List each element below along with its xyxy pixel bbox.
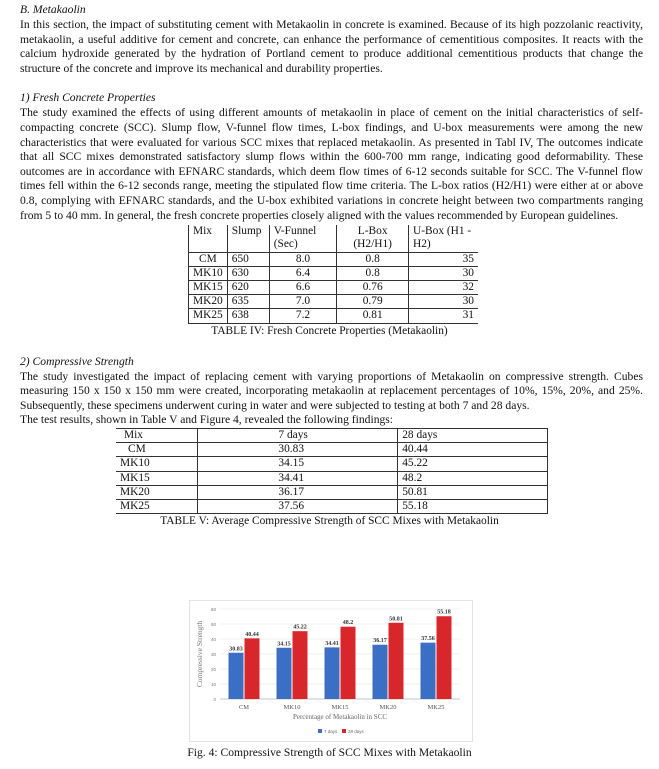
- table-row: [116, 485, 548, 499]
- x-tick-label: MK15: [331, 704, 349, 711]
- data-label: 40.44: [245, 631, 259, 638]
- table-5-cell: 37.56: [198, 499, 398, 513]
- table-4-cell: 620: [227, 280, 269, 294]
- x-axis-label: Percentage of Metakaolin in SCC: [292, 713, 388, 721]
- table-5-cell: 48.2: [398, 471, 548, 485]
- bar-7-days: [373, 645, 388, 699]
- section-b-heading: B. Metakaolin: [20, 3, 86, 16]
- data-label: 34.41: [325, 640, 339, 647]
- data-label: 50.81: [389, 616, 403, 623]
- table-4-cell: CM: [189, 252, 228, 266]
- y-tick-label: 20: [210, 667, 216, 672]
- figure-4-caption: Fig. 4: Compressive Strength of SCC Mixes with Metakaolin: [187, 746, 472, 759]
- subsection-1-heading: 1) Fresh Concrete Properties: [20, 91, 156, 105]
- table-4-header: Mix: [189, 225, 228, 238]
- table-4-cell: 7.2: [269, 309, 337, 323]
- table-5-cell: MK20: [116, 485, 198, 499]
- table-5-header: 7 days: [198, 428, 398, 442]
- table-5-cell: 30.83: [198, 443, 398, 457]
- subsection-2-body: The study investigated the impact of replacing cement with varying proportions of Metakaolin on compressive strength. Cubes measuring 150 x 150 x 150 mm were created, incorporating metakaolin at replacement percentages of 10%, 15%, 20%, and 25%. Subsequently, these specimens underwent curing in water and were subjected to testing at both 7 and 28 days.: [20, 369, 643, 412]
- y-tick-label: 0: [213, 697, 216, 702]
- bar-28-days: [389, 623, 404, 699]
- table-4-cell: MK10: [189, 266, 228, 280]
- table-4-cell: 6.4: [269, 266, 337, 280]
- table-4-caption: TABLE IV: Fresh Concrete Properties (Metakaolin): [211, 324, 448, 337]
- table-4-header: [189, 238, 228, 252]
- table-5: [116, 428, 548, 514]
- x-tick-label: MK20: [379, 704, 397, 711]
- y-tick-label: 30: [210, 652, 216, 657]
- table-4-cell: MK15: [189, 280, 228, 294]
- table-row: [116, 457, 548, 471]
- table-5-cell: 45.22: [398, 457, 548, 471]
- table-5-caption: TABLE V: Average Compressive Strength of SCC Mixes with Metakaolin: [160, 515, 499, 528]
- table-4: [188, 225, 478, 323]
- table-row: [189, 266, 479, 280]
- table-row: [189, 295, 479, 309]
- table-4-cell: 30: [409, 266, 478, 280]
- bar-7-days: [229, 653, 244, 699]
- bar-28-days: [293, 631, 308, 699]
- bar-28-days: [437, 616, 452, 699]
- data-label: 45.22: [293, 624, 307, 631]
- table-4-cell: 6.6: [269, 280, 337, 294]
- y-axis-label: Compressive Strength: [195, 620, 204, 688]
- table-5-cell: 40.44: [398, 443, 548, 457]
- table-4-header: U-Box (H1 -: [413, 225, 472, 238]
- table-4-cell: 0.8: [337, 266, 409, 280]
- table-5-header: 28 days: [398, 428, 548, 442]
- data-label: 48.2: [342, 620, 354, 627]
- subsection-2-body2: The test results, shown in Table V and Figure 4, revealed the following findings:: [20, 413, 394, 427]
- table-4-header: V-Funnel: [269, 225, 337, 238]
- table-row: [116, 443, 548, 457]
- legend-swatch: [318, 729, 322, 733]
- section-b-intro: In this section, the impact of substituting cement with Metakaolin in concrete is examined. Because of its high pozzolanic reactivity, metakaolin, a useful additive for cement and concrete, can enhance the performance of cementitious composites. It reacts with the calcium hydroxide generated by the hydration of Portland cement to produce additional cementitious products that change the structure of the concrete and improve its mechanical and durability properties.: [20, 18, 643, 75]
- table-4-header: Slump: [227, 225, 269, 238]
- table-row: [189, 309, 479, 323]
- table-5-cell: MK15: [116, 471, 198, 485]
- table-4-header: (Sec): [269, 238, 337, 252]
- bar-28-days: [245, 638, 260, 699]
- table-4-header: H2): [409, 238, 478, 252]
- paper-page: [20, 2, 643, 528]
- bar-28-days: [341, 627, 356, 699]
- subsection-1-body: The study examined the effects of using different amounts of metakaolin in place of cement on the initial characteristics of self-compacting concrete (SCC). Slump flow, V-funnel flow times, L-box findings, and U-box measurements were among the new characteristics that were evaluated for various SCC mixes that replaced metakaolin. As presented in Tabl IV, The outcomes indicate that all SCC mixes demonstrated satisfactory slump flows within the 600-700 mm range, indicating good deformability. These outcomes are in accordance with EFNARC standards, which deem flow times of 6-12 seconds suitable for SCC. The V-funnel flow times fell within the 6-12 seconds range, meeting the stipulated flow time criteria. The L-box ratios (H2/H1) were either at or above 0.8, complying with EFNARC standards, and the U-box exhibited variations in concrete height between two compartments ranging from 5 to 40 mm. In general, the fresh concrete properties closely aligned with the values recommended by European guidelines.: [20, 106, 643, 222]
- data-label: 30.83: [229, 646, 243, 653]
- table-5-header: Mix: [116, 428, 198, 442]
- table-row: [189, 280, 479, 294]
- table-5-cell: 34.41: [198, 471, 398, 485]
- table-5-cell: 34.15: [198, 457, 398, 471]
- y-tick-label: 10: [210, 682, 216, 687]
- table-4-cell: 0.79: [337, 295, 409, 309]
- table-5-cell: 55.18: [398, 499, 548, 513]
- table-5-cell: MK25: [116, 499, 198, 513]
- table-4-cell: 30: [409, 295, 478, 309]
- table-4-cell: 630: [227, 266, 269, 280]
- figure-4: [189, 600, 473, 742]
- table-row: [116, 499, 548, 513]
- compressive-strength-chart: [190, 601, 472, 741]
- table-4-cell: 0.81: [337, 309, 409, 323]
- bar-7-days: [277, 648, 292, 699]
- x-tick-label: MK25: [427, 704, 445, 711]
- table-4-cell: MK25: [189, 309, 228, 323]
- table-4-cell: 7.0: [269, 295, 337, 309]
- table-row: [116, 471, 548, 485]
- bar-7-days: [325, 647, 340, 699]
- legend-label: 7 days: [324, 729, 338, 734]
- table-4-header: (H2/H1): [337, 238, 409, 252]
- table-4-cell: MK20: [189, 295, 228, 309]
- table-4-cell: 635: [227, 295, 269, 309]
- table-4-header: [227, 238, 269, 252]
- table-5-cell: CM: [116, 443, 198, 457]
- table-4-cell: 650: [227, 252, 269, 266]
- table-4-cell: 0.8: [337, 252, 409, 266]
- data-label: 36.17: [373, 638, 387, 645]
- x-tick-label: MK10: [283, 704, 301, 711]
- table-row: [189, 252, 479, 266]
- legend-label: 28 days: [348, 729, 364, 734]
- y-tick-label: 60: [210, 607, 216, 612]
- table-5-cell: 50.81: [398, 485, 548, 499]
- y-tick-label: 50: [210, 622, 216, 627]
- table-5-cell: MK10: [116, 457, 198, 471]
- table-4-header: L-Box: [337, 225, 409, 238]
- table-4-cell: 35: [409, 252, 478, 266]
- subsection-2-heading: 2) Compressive Strength: [20, 354, 134, 368]
- table-4-cell: 638: [227, 309, 269, 323]
- data-label: 34.15: [277, 641, 291, 648]
- table-4-cell: 0.76: [337, 280, 409, 294]
- table-4-cell: 8.0: [269, 252, 337, 266]
- data-label: 55.18: [437, 609, 451, 616]
- y-tick-label: 40: [210, 637, 216, 642]
- table-4-cell: 31: [409, 309, 478, 323]
- data-label: 37.56: [421, 636, 435, 643]
- table-4-cell: 32: [409, 280, 478, 294]
- bar-7-days: [421, 643, 436, 699]
- x-tick-label: CM: [238, 704, 250, 711]
- table-5-cell: 36.17: [198, 485, 398, 499]
- legend-swatch: [342, 729, 346, 733]
